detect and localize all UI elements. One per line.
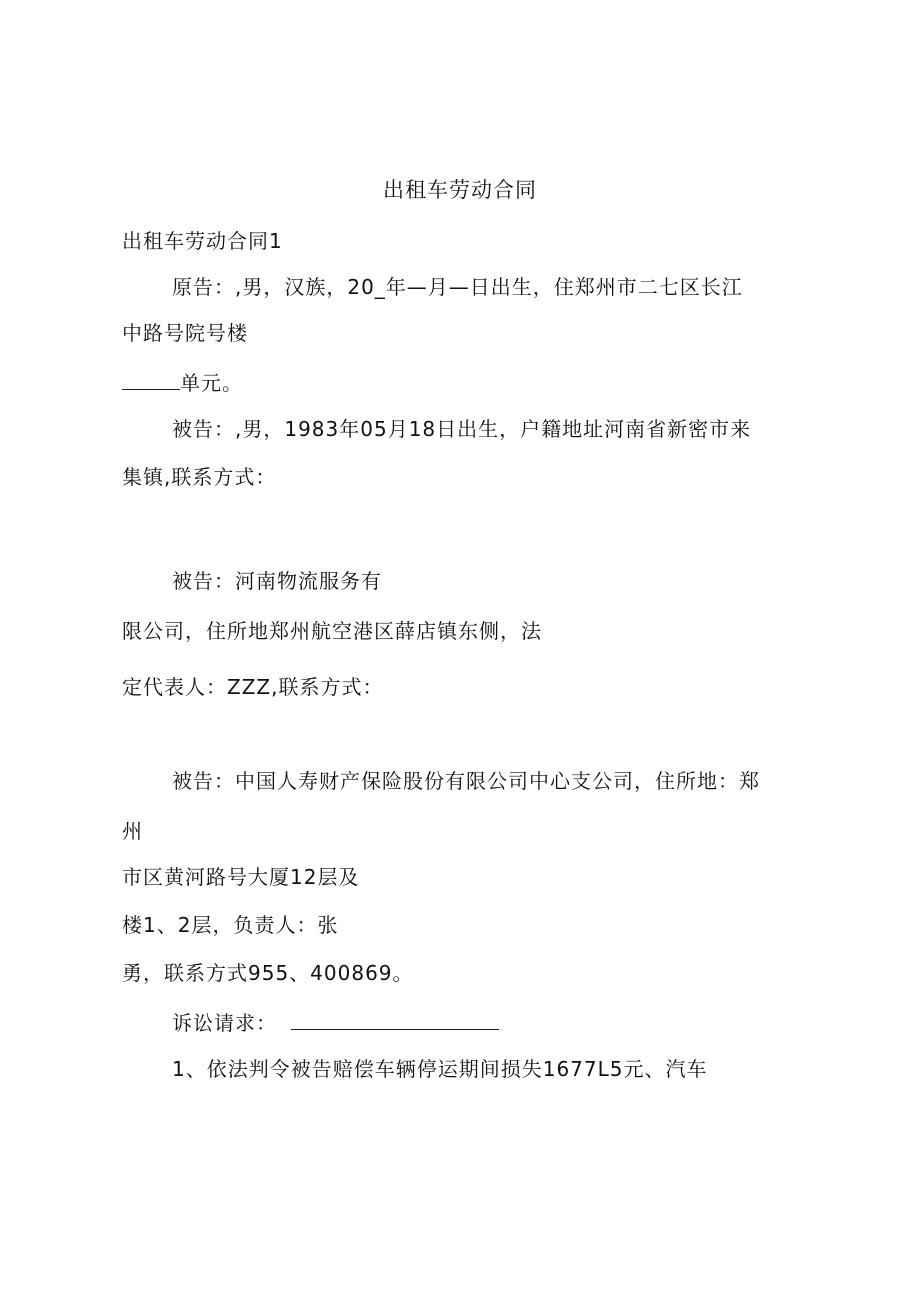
paragraph-line: 中路号院号楼 xyxy=(122,321,248,345)
paragraph-line-with-blank xyxy=(122,370,243,396)
paragraph-text: 单元。 xyxy=(180,371,243,395)
fill-blank xyxy=(291,1011,499,1030)
paragraph-line: 市区黄河路号大厦12层及 xyxy=(122,865,360,889)
paragraph-line: 限公司，住所地郑州航空港区薛店镇东侧，法 xyxy=(122,619,542,643)
paragraph-line: 1、依法判令被告赔偿车辆停运期间损失1677L5元、汽车 xyxy=(172,1057,708,1081)
paragraph-line: 楼1、2层，负责人：张 xyxy=(122,913,339,937)
section-heading: 出租车劳动合同1 xyxy=(122,229,283,253)
paragraph-line: 被告：河南物流服务有 xyxy=(172,569,382,593)
paragraph-line: 集镇,联系方式： xyxy=(122,465,277,489)
paragraph-line: 州 xyxy=(122,819,143,843)
paragraph-line-with-blank xyxy=(172,1010,499,1036)
fill-blank xyxy=(122,371,180,390)
paragraph-line: 原告：,男，汉族，20_年—月—日出生，住郑州市二七区长江 xyxy=(172,275,743,299)
paragraph-line: 勇，联系方式955、400869。 xyxy=(122,961,414,985)
paragraph-text: 诉讼请求： xyxy=(172,1011,277,1035)
paragraph-line: 定代表人：ZZZ,联系方式： xyxy=(122,675,384,699)
paragraph-line: 被告：中国人寿财产保险股份有限公司中心支公司，住所地：郑 xyxy=(172,769,760,793)
document-title: 出租车劳动合同 xyxy=(383,178,537,202)
paragraph-line: 被告：,男，1983年05月18日出生，户籍地址河南省新密市来 xyxy=(172,417,752,441)
